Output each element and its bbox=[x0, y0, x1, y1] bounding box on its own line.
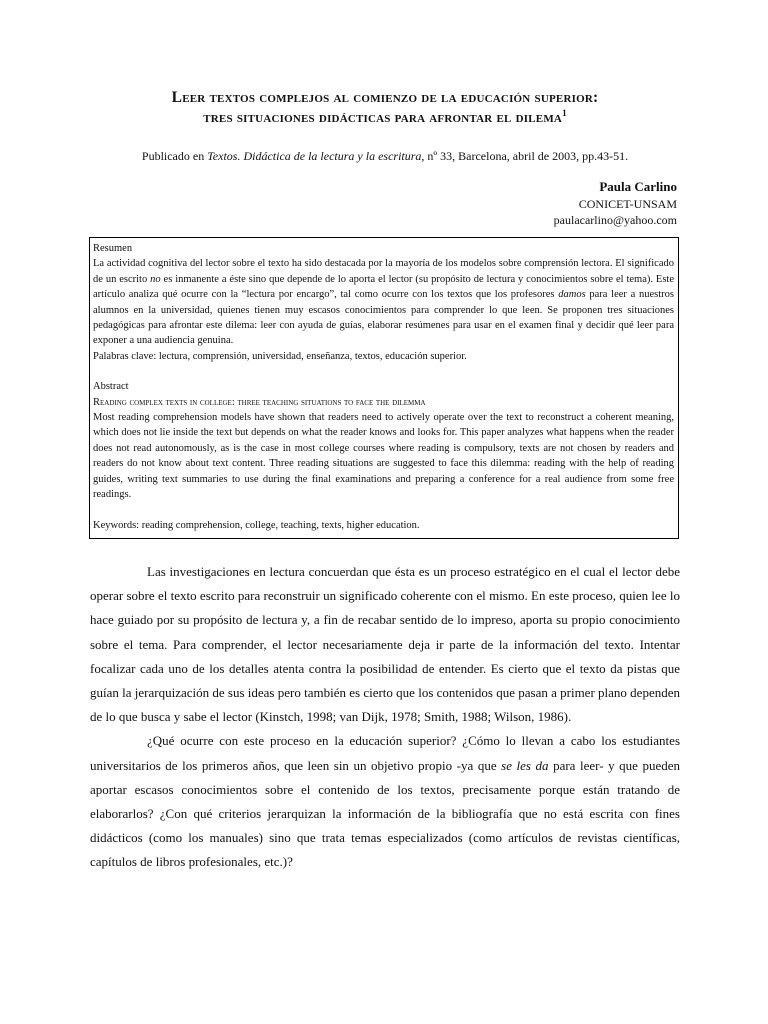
palabras-clave: Palabras clave: lectura, comprensión, universidad, enseñanza, textos, educación superior. bbox=[93, 350, 467, 362]
body-paragraph-2-part-1: ¿Qué ocurre con este proceso en la educación superior? ¿Cómo lo llevan a cabo los estudiantes universitarios de los primeros años, que leen sin un objetivo propio -ya que bbox=[90, 733, 680, 773]
resumen-text-part-1: La actividad cognitiva del lector sobre el texto ha sido destacada por la mayoría de los modelos sobre comprensión lectora. El significado de un escrito bbox=[93, 258, 674, 285]
resumen-text bbox=[93, 256, 674, 348]
pub-journal: Textos. Didáctica de la lectura y la escritura bbox=[207, 149, 422, 163]
body-paragraph-2 bbox=[90, 729, 680, 874]
abstract-text: Most reading comprehension models have shown that readers need to actively operate over the text to reconstruct a coherent meaning, which does not lie inside the text but depends on what the reader knows and looks for. This paper analyzes what happens when the reader does not read autonomously, as is the case in most college courses where reading is compulsory, texts are not chosen by readers and readers do not know about text content. Three reading situations are suggested to face this dilemma: reading with the help of reading guides, writing text summaries to use during the final examinations and preparing a conference for a real audience from some free readings. bbox=[93, 412, 674, 501]
resumen-heading: Resumen bbox=[93, 243, 133, 254]
english-title: Reading complex texts in college: three teaching situations to face the dilemma bbox=[93, 396, 426, 408]
footnote-marker: 1 bbox=[562, 107, 567, 118]
resumen-text-part-2: es inmanente a éste sino que depende de lo aporta el lector (su propósito de lectura y conocimientos sobre el tema). Este artículo analiza qué ocurre con la “lectura por encargo”, tal como ocurre con los textos que los profesores bbox=[93, 273, 674, 301]
resumen-emphasis-no: no bbox=[150, 273, 161, 285]
title-line-2-text: tres situaciones didácticas para afrontar el dilema bbox=[203, 109, 563, 126]
author-affiliation: CONICET-UNSAM bbox=[578, 197, 677, 211]
keywords: Keywords: reading comprehension, college, teaching, texts, higher education. bbox=[93, 519, 420, 531]
abstract-heading: Abstract bbox=[93, 381, 129, 393]
author-block bbox=[554, 178, 677, 228]
body-paragraph-2-part-2: para leer- y que pueden aportar escasos conocimientos sobre el contenido de los textos, precisamente porque están tratando de elaborarlos? ¿Con qué criterios jerarquizan la información de la bibliografía que no está escrita con fines didácticos (como los manuales) sino que trata temas especializados (como artículos de revistas científicas, capítulos de libros profesionales, etc.)? bbox=[90, 757, 680, 870]
body-text bbox=[90, 560, 680, 875]
publication-info bbox=[90, 148, 680, 164]
abstract-box bbox=[89, 237, 679, 539]
title-line-1: Leer textos complejos al comienzo de la educación superior: bbox=[171, 89, 599, 106]
title-line-2 bbox=[90, 108, 680, 128]
keywords-spacer bbox=[93, 503, 674, 518]
pub-prefix: Publicado en bbox=[141, 149, 208, 163]
author-email: paulacarlino@yahoo.com bbox=[553, 213, 677, 227]
resumen-emphasis-damos: damos bbox=[558, 289, 586, 301]
body-paragraph-1: Las investigaciones en lectura concuerdan que ésta es un proceso estratégico en el cual el lector debe operar sobre el texto escrito para reconstruir un significado coherente con el mismo. En este proceso, quien lee lo hace guiado por su propósito de lectura y, a fin de recabar sentido de lo impreso, aporta su propio conocimiento sobre el tema. Para comprender, el lector necesariamente deja ir parte de la información del texto. Intentar focalizar cada uno de los detalles atenta contra la posibilidad de entender. Es cierto que el texto da pistas que guían la jerarquización de sus ideas pero también es cierto que los contenidos que pasan a primer plano dependen de lo que busca y sabe el lector (Kinstch, 1998; van Dijk, 1978; Smith, 1988; Wilson, 1986). bbox=[90, 564, 680, 725]
abstract-spacer bbox=[93, 364, 674, 379]
body-paragraph-2-emphasis: se les da bbox=[501, 757, 549, 773]
author-name: Paula Carlino bbox=[599, 179, 677, 194]
resumen-text-part-3: para leer a nuestros alumnos en la universidad, quienes tienen muy escasos conocimientos para comprender lo que leen. Se proponen tres situaciones pedagógicas para afrontar este dilema: leer con ayuda de guías, elaborar resúmenes para usar en el examen final y decidir qué leer para exponer a una audiencia genuina. bbox=[93, 289, 674, 347]
pub-suffix: , nº 33, Barcelona, abril de 2003, pp.43-51. bbox=[421, 149, 629, 163]
article-title bbox=[90, 88, 680, 128]
